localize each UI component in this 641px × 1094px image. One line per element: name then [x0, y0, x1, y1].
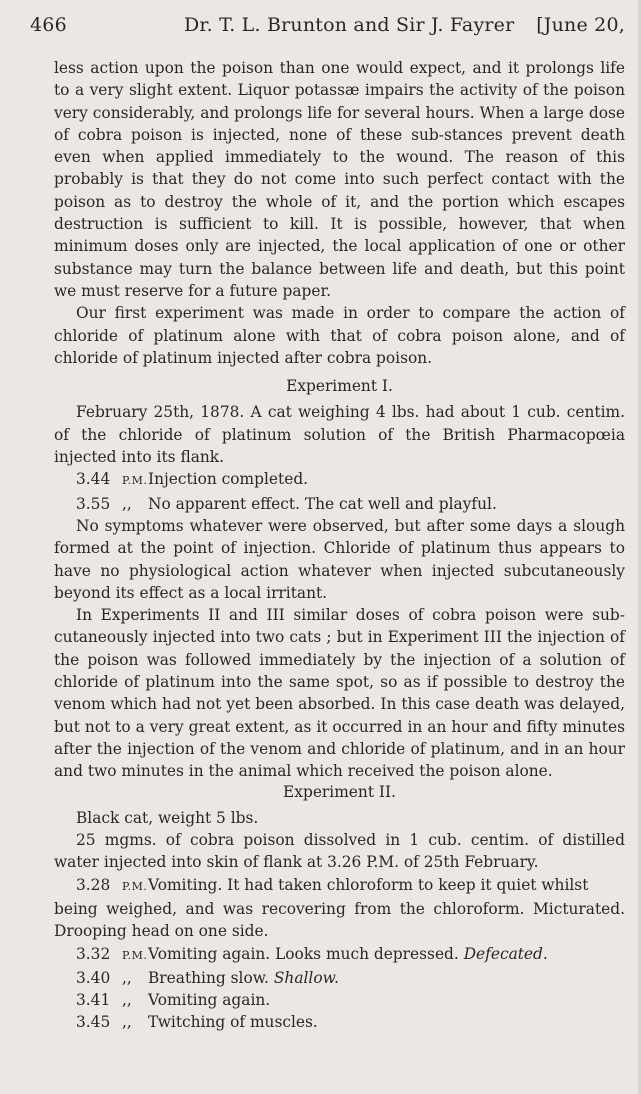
running-date: [June 20, [536, 14, 625, 36]
entry-ditto: ,, [122, 991, 132, 1010]
running-header [30, 14, 625, 44]
entry-ditto: ,, [122, 1013, 132, 1032]
log-entry [54, 468, 625, 492]
log-entry [54, 967, 625, 989]
log-entry [54, 1011, 625, 1033]
entry-text: Vomiting again. [148, 991, 271, 1010]
entry-ditto: ,, [122, 494, 132, 513]
entry-text: Injection completed. [148, 470, 309, 489]
entry-ditto: P.M. [122, 948, 148, 962]
paragraph: February 25th, 1878. A cat weighing 4 lbs. had about 1 cub. centim. of the chloride of platinum solution of the British Pharmacopœia injected into its flank. [54, 403, 625, 467]
paragraph: No symptoms whatever were observed, but after some days a slough formed at the point of injection. Chloride of platinum thus appears to have no physiological action whatever when injected subcutaneously beyond its effect as a local irritant. [54, 516, 625, 602]
entry-ditto: ,, [122, 968, 132, 987]
page-number: 466 [30, 14, 67, 36]
entry-text: No apparent effect. The cat well and playful. [148, 494, 497, 513]
entry-text: Twitching of muscles. [148, 1013, 318, 1032]
log-entry [54, 943, 625, 967]
experiment-2-heading: Experiment II. [283, 782, 396, 801]
experiment-1-heading: Experiment I. [286, 377, 393, 396]
paragraph: Black cat, weight 5 lbs. [76, 808, 259, 827]
paragraph: Our first experiment was made in order to compare the action of chloride of platinum alone with that of cobra poison alone, and of chloride of platinum injected after cobra poison. [54, 304, 625, 367]
entry-note: Shallow. [273, 968, 339, 987]
paragraph: In Experiments II and III similar doses of cobra poison were sub-cutaneously injected into two cats ; but in Experiment III the injection of the poison was followed immediately by the injection of a solution of chloride of platinum into the same spot, so as if possible to destroy the venom which had not yet been absorbed. In this case death was delayed, but not to a very great extent, as it occurred in an hour and fifty minutes after the injection of the venom and chloride of platinum, and in an hour and two minutes in the animal which received the poison alone. [54, 606, 625, 781]
entry-time: 3.32 [76, 944, 111, 963]
log-entry [54, 874, 625, 898]
log-entry [54, 493, 625, 515]
entry-text: Breathing slow. [148, 968, 269, 987]
entry-time: 3.45 [76, 1013, 111, 1032]
entry-time: 3.40 [76, 968, 111, 987]
entry-ditto: P.M. [122, 474, 148, 488]
paragraph: 25 mgms. of cobra poison dissolved in 1 cub. centim. of distilled water injected into skin of flank at 3.26 P.M. of 25th February. [54, 831, 625, 872]
body-text [54, 57, 625, 1034]
running-title: Dr. T. L. Brunton and Sir J. Fayrer [184, 14, 515, 36]
entry-time: 3.41 [76, 991, 111, 1010]
entry-time: 3.55 [76, 494, 111, 513]
entry-time: 3.44 [76, 470, 111, 489]
entry-text: Vomiting again. Looks much depressed. [148, 944, 459, 963]
log-entry [54, 989, 625, 1011]
entry-text: Vomiting. It had taken chloroform to keep it quiet whilst [148, 875, 589, 894]
paragraph: being weighed, and was recovering from the chloroform. Micturated. Drooping head on one side. [54, 899, 625, 941]
entry-time: 3.28 [76, 875, 111, 894]
entry-ditto: P.M. [122, 879, 148, 893]
paragraph: less action upon the poison than one would expect, and it prolongs life to a very slight extent. Liquor potassæ impairs the activity of the poison very considerably, and prolongs life for several hours. When a large dose of cobra poison is injected, none of these sub-stances prevent death even when applied immediately to the wound. The reason of this probably is that they do not come into such perfect contact with the poison as to destroy the whole of it, and the portion which escapes destruction is sufficient to kill. It is possible, however, that when minimum doses only are injected, the local application of one or other substance may turn the balance between life and death, but this point we must reserve for a future paper. [54, 59, 625, 300]
entry-note: Defecated. [463, 944, 548, 963]
